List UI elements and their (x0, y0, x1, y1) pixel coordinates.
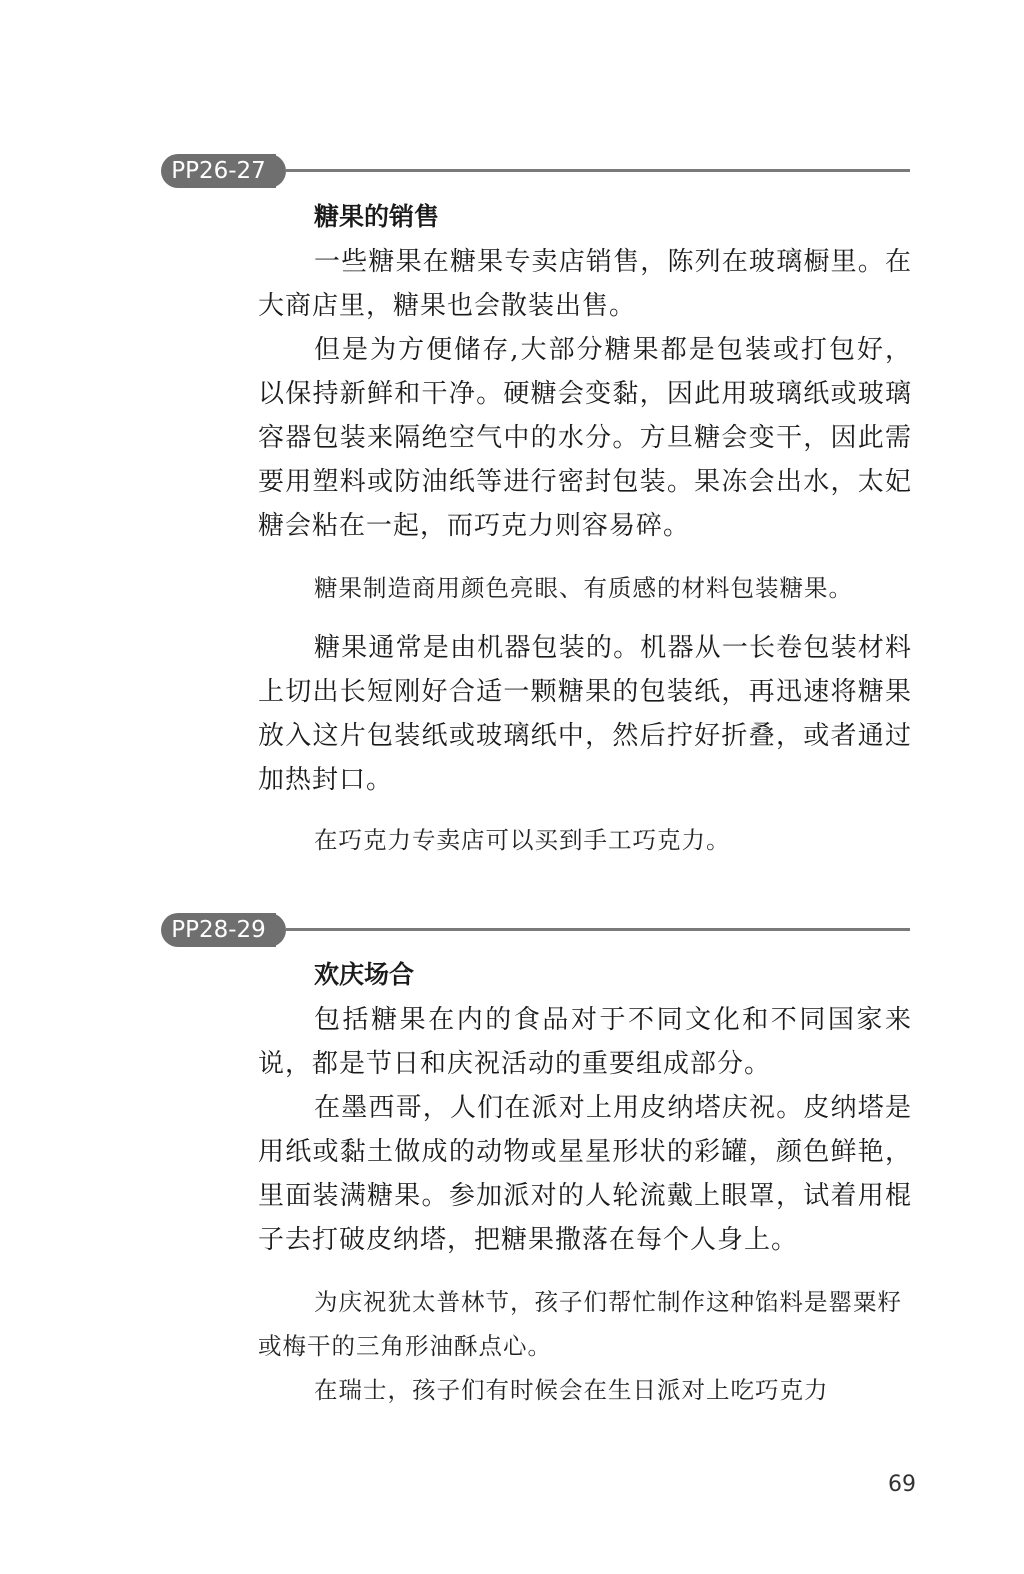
paragraph: 在瑞士，孩子们有时候会在生日派对上吃巧克力 (314, 1376, 829, 1404)
section-heading: 欢庆场合 (314, 960, 415, 989)
section-header-pp28-29 (161, 913, 910, 947)
image-caption: 糖果制造商用颜色亮眼、有质感的材料包装糖果。 (314, 574, 853, 602)
image-caption: 在巧克力专卖店可以买到手工巧克力。 (314, 826, 731, 854)
page-range-badge: PP28-29 (161, 913, 276, 947)
section-rule (286, 928, 910, 931)
paragraph: 在墨西哥，人们在派对上用皮纳塔庆祝。皮纳塔是用纸或黏土做成的动物或星星形状的彩罐，颜色鲜艳，里面装满糖果。参加派对的人轮流戴上眼罩，试着用棍子去打破皮纳塔，把糖果撒落在每个人身上。 (258, 1093, 912, 1255)
page-range-badge: PP26-27 (161, 154, 276, 188)
paragraph: 一些糖果在糖果专卖店销售，陈列在玻璃橱里。在大商店里，糖果也会散装出售。 (258, 247, 912, 321)
image-caption: 为庆祝犹太普林节，孩子们帮忙制作这种馅料是罂粟籽或梅干的三角形油酥点心。 (258, 1288, 902, 1360)
section-rule (286, 169, 910, 172)
section-header-pp26-27 (161, 154, 910, 188)
paragraph: 但是为方便储存,大部分糖果都是包装或打包好，以保持新鲜和干净。硬糖会变黏，因此用玻璃纸或玻璃容器包装来隔绝空气中的水分。方旦糖会变干，因此需要用塑料或防油纸等进行密封包装。果冻会出水，太妃糖会粘在一起，而巧克力则容易碎。 (258, 335, 912, 541)
page-number: 69 (888, 1472, 916, 1497)
paragraph: 糖果通常是由机器包装的。机器从一长卷包装材料上切出长短刚好合适一颗糖果的包装纸，再迅速将糖果放入这片包装纸或玻璃纸中，然后拧好折叠，或者通过加热封口。 (258, 633, 912, 795)
section-heading: 糖果的销售 (314, 202, 440, 231)
paragraph: 包括糖果在内的食品对于不同文化和不同国家来说，都是节日和庆祝活动的重要组成部分。 (258, 1005, 912, 1079)
